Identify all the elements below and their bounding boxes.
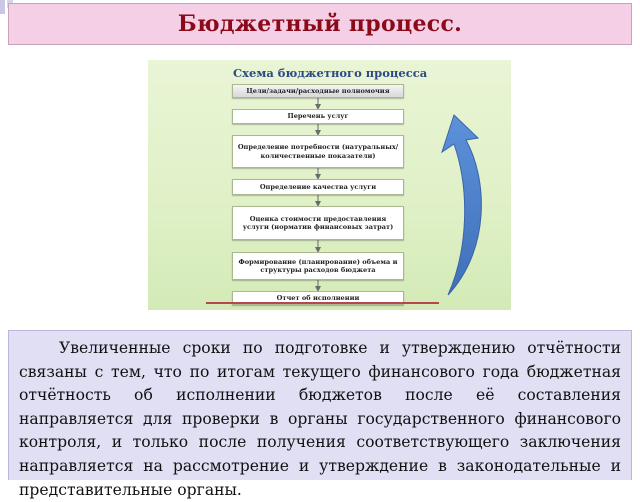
scheme-step-goals: Цели/задачи/расходные полномочия [232, 84, 404, 98]
scheme-step-services-list: Перечень услуг [232, 109, 404, 124]
scheme-step-cost: Оценка стоимости предоставления услуги (норматив финансовых затрат) [232, 206, 404, 240]
scheme-step-planning: Формирование (планирование) объема и структуры расходов бюджета [232, 252, 404, 280]
title-bar [8, 3, 632, 45]
body-paragraph: Увеличенные сроки по подготовке и утверждению отчётности связаны с тем, что по итогам текущего финансового года бюджетная отчётность об исполнении бюджетов после её составления направляется для проверки в органы государственного финансового контроля, и только после получения соответствующего заключения направляется на рассмотрение и утверждение в законодательные и представительные органы. [19, 339, 621, 499]
cycle-arrow-icon [442, 115, 481, 295]
scheme-step-needs: Определение потребности (натуральных/количественные показатели) [232, 135, 404, 168]
text-box [8, 330, 632, 499]
scheme-step-quality: Определение качества услуги [232, 179, 404, 195]
scheme-title: Схема бюджетного процесса [233, 66, 428, 80]
scheme-step-report: Отчет об исполнении [232, 291, 404, 305]
page-title: Бюджетный процесс. [177, 11, 463, 37]
scheme-baseline [206, 302, 439, 304]
budget-process-scheme [148, 60, 511, 310]
